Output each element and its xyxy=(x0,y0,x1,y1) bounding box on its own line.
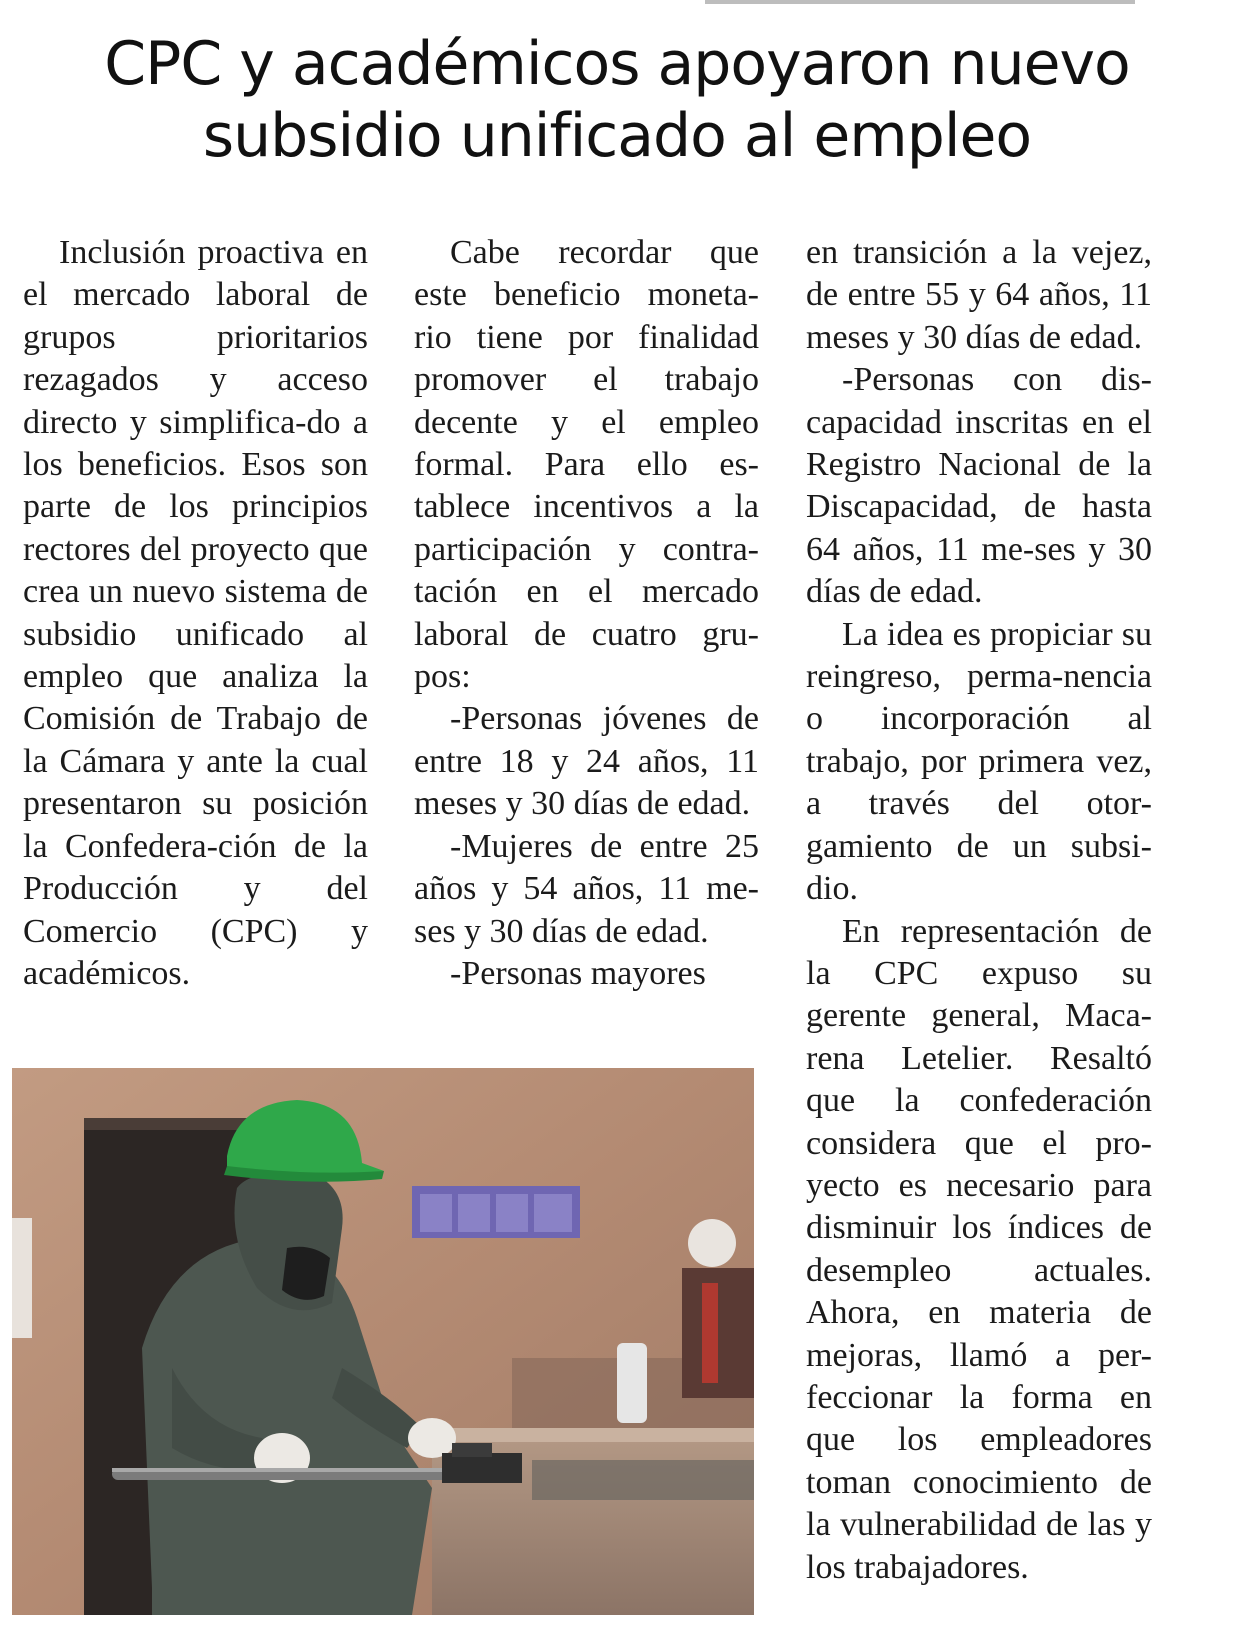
paragraph: -Mujeres de entre 25 años y 54 años, 11 me-ses y 30 días de edad. xyxy=(414,827,759,950)
article-photo xyxy=(12,1068,754,1615)
top-rule xyxy=(705,0,1135,4)
article-column-2 xyxy=(414,232,759,995)
paragraph: -Personas con dis-capacidad inscritas en el Registro Nacional de la Discapacidad, de hasta 64 años, 11 me-ses y 30 días de edad. xyxy=(806,361,1152,611)
paragraph: -Personas mayores xyxy=(450,954,706,992)
paragraph: La idea es propiciar su reingreso, perma-nencia o incorporación al trabajo, por primera vez, a través del otor-gamiento de un subsi-dio. xyxy=(806,615,1152,908)
paragraph: -Personas jóvenes de entre 18 y 24 años, 11 meses y 30 días de edad. xyxy=(414,700,759,823)
paragraph-continued: en transición a la vejez, de entre 55 y 64 años, 11 meses y 30 días de edad. xyxy=(806,234,1152,356)
right-glove xyxy=(408,1418,456,1458)
headline-line-2: subsidio unificado al empleo xyxy=(202,101,1032,171)
headline-line-1: CPC y académicos apoyaron nuevo xyxy=(104,29,1130,99)
article-column-3 xyxy=(806,232,1152,1589)
paragraph: En representación de la CPC expuso su gerente general, Maca-rena Letelier. Resaltó que la confederación considera que el pro-yecto es necesario para disminuir los índices de desempleo actuales. Ahora, en materia de mejoras, llamó a per-feccionar la forma en que los empleadores toman conocimiento de la vulnerabilidad de las y los trabajadores. xyxy=(806,912,1152,1586)
article-column-1 xyxy=(23,232,368,995)
worker-photo-illustration xyxy=(12,1068,754,1615)
paragraph: Inclusión proactiva en el mercado laboral de grupos prioritarios rezagados y acceso directo y simplifica-do a los beneficios. Esos son parte de los principios rectores del proyecto que crea un nuevo sistema de subsidio unificado al empleo que analiza la Comisión de Trabajo de la Cámara y ante la cual presentaron su posición la Confedera-ción de la Producción y del Comercio (CPC) y académicos. xyxy=(23,234,368,992)
headline xyxy=(0,28,1234,172)
paragraph: Cabe recordar que este beneficio moneta-rio tiene por finalidad promover el trabajo decente y el empleo formal. Para ello es-tablece incentivos a la participación y contra-tación en el mercado laboral de cuatro gru-pos: xyxy=(414,234,759,696)
